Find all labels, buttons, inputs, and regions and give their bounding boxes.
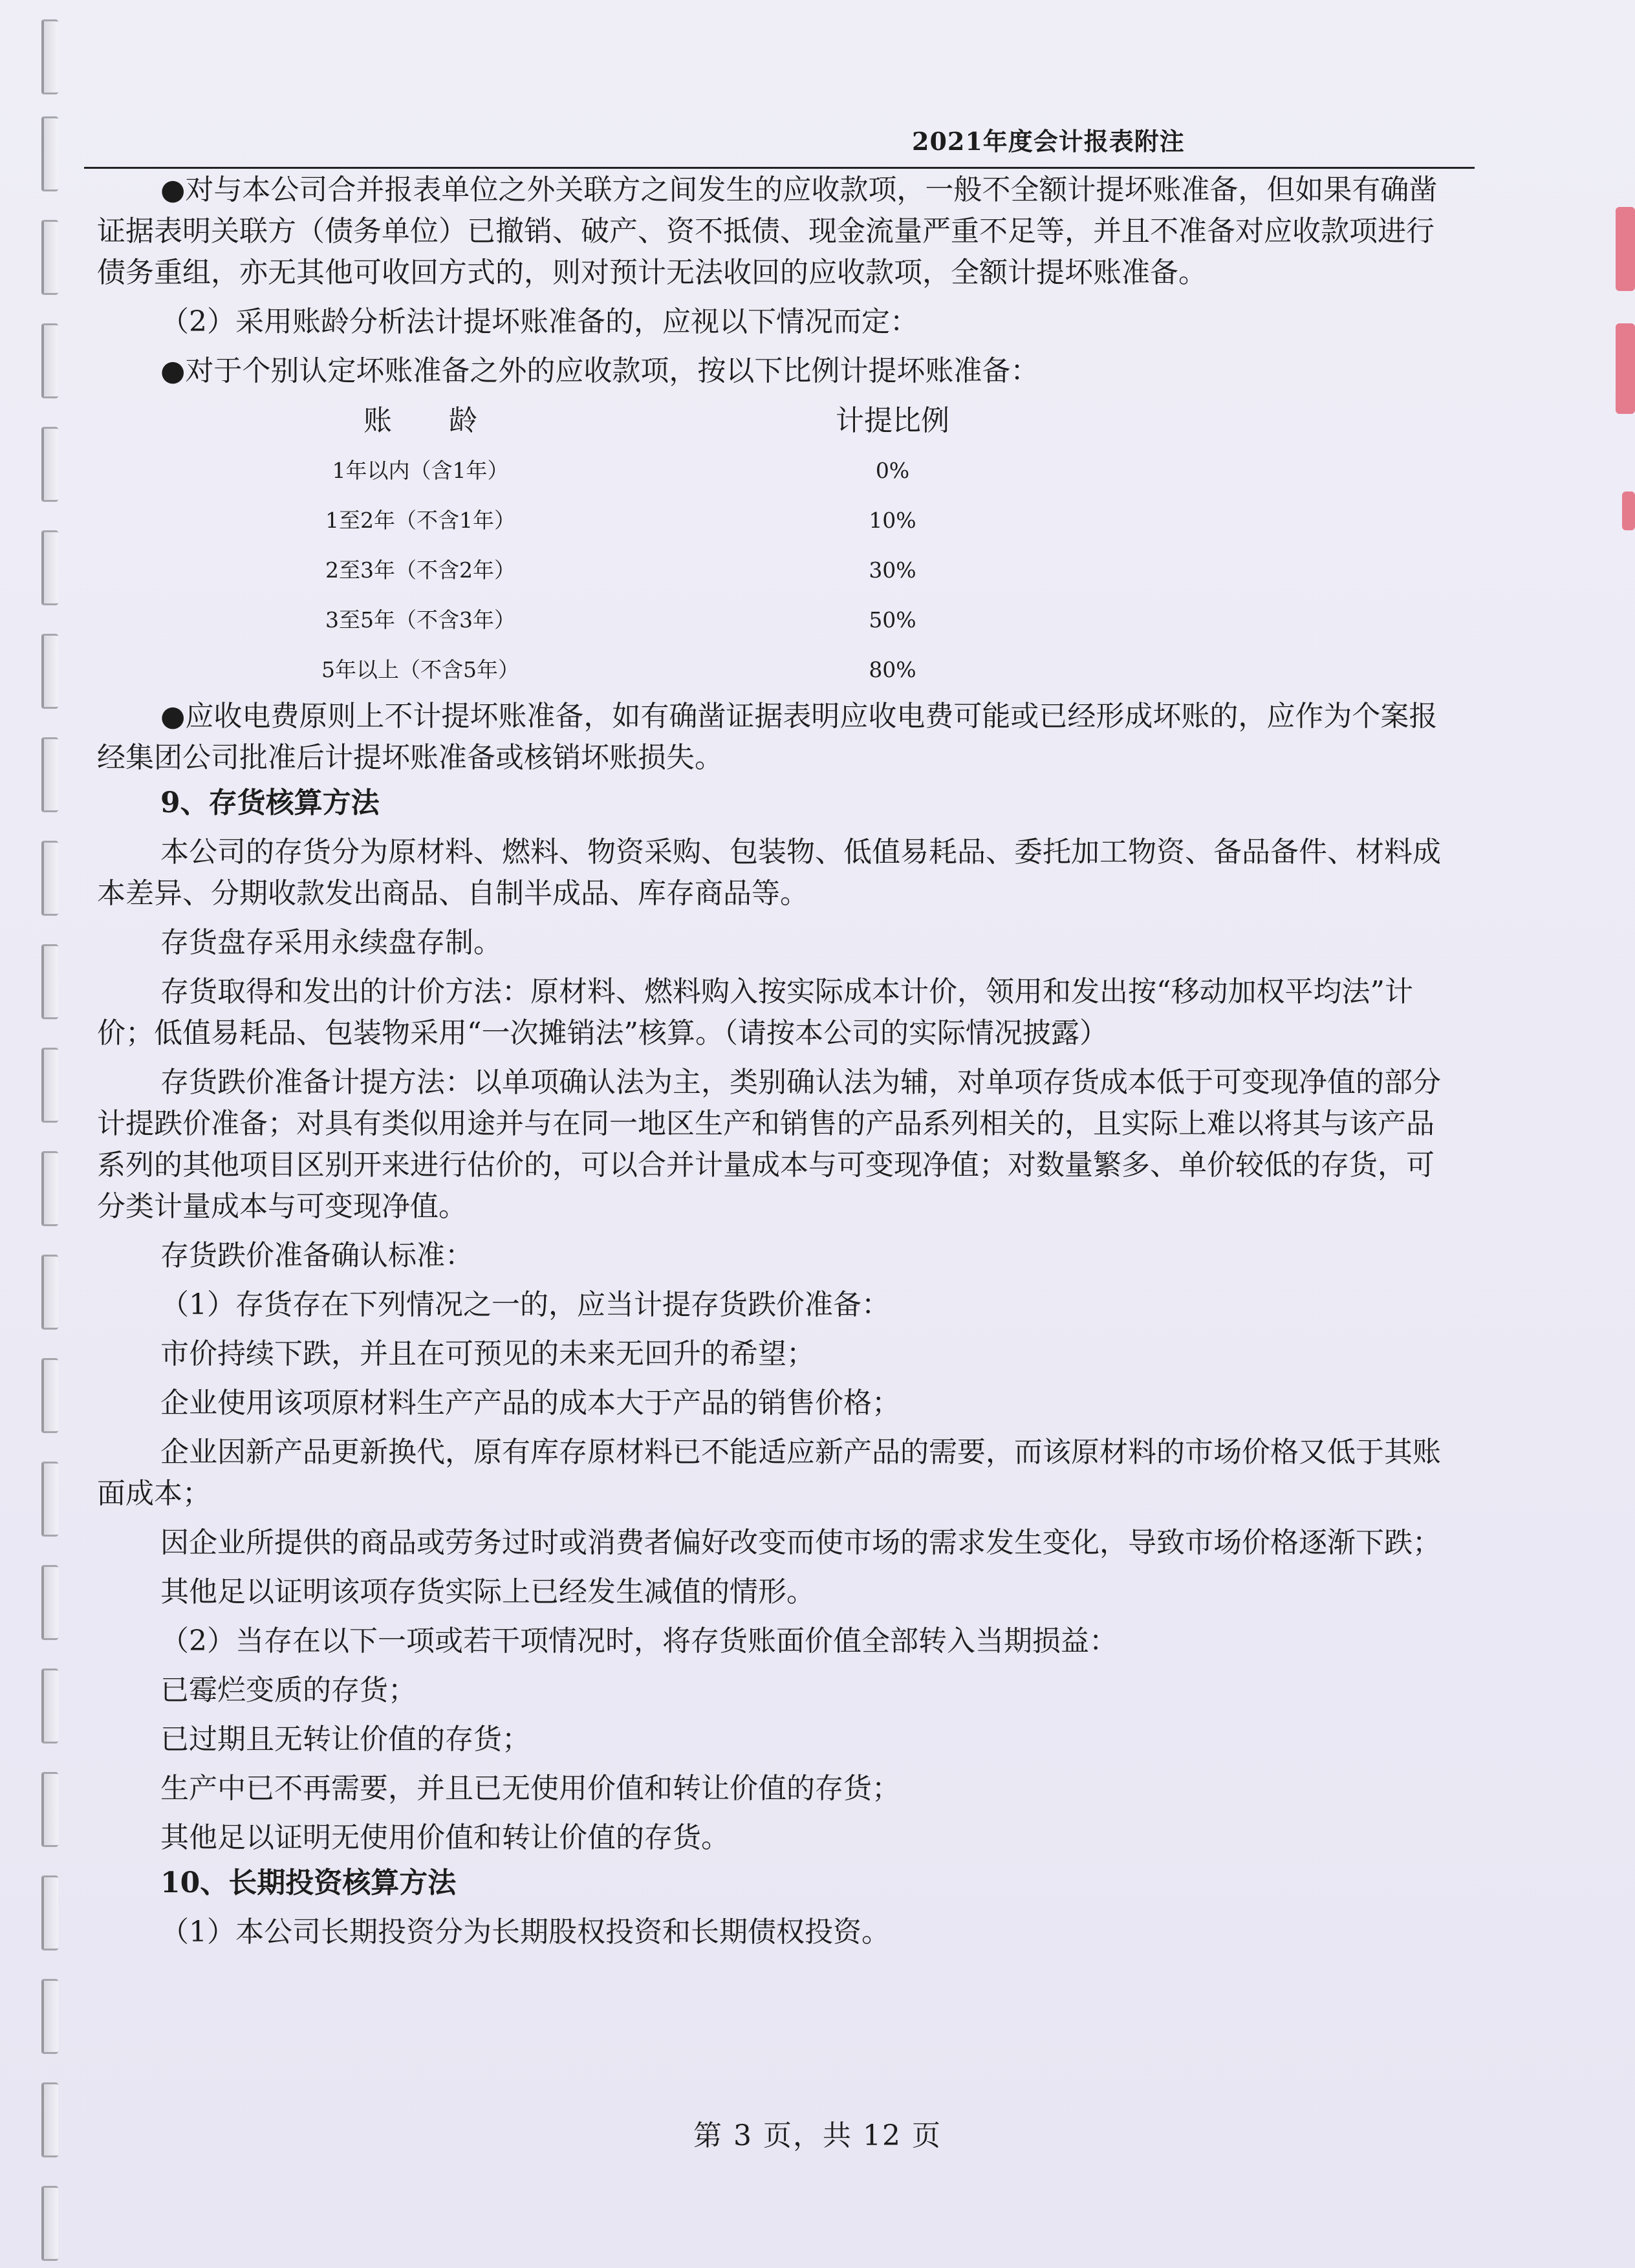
- paragraph: ●应收电费原则上不计提坏账准备，如有确凿证据表明应收电费可能或已经形成坏账的，应作为个案报经集团公司批准后计提坏账准备或核销坏账损失。: [97, 700, 1438, 774]
- table-header-row: [97, 396, 1455, 446]
- paragraph: 已过期且无转让价值的存货；: [160, 1723, 530, 1756]
- binding-hole: [41, 427, 58, 502]
- red-stamp-fragment: [1616, 207, 1635, 291]
- table-cell-rate: 50%: [869, 607, 916, 632]
- table-cell-rate: 0%: [875, 457, 910, 483]
- binding-hole: [41, 19, 58, 94]
- paragraph: （2）当存在以下一项或若干项情况时，将存货账面价值全部转入当期损益：: [160, 1625, 1118, 1658]
- table-cell-rate: 10%: [869, 507, 916, 533]
- paragraph: 本公司的存货分为原材料、燃料、物资采购、包装物、低值易耗品、委托加工物资、备品备件、材料成本差异、分期收款发出商品、自制半成品、库存商品等。: [97, 836, 1441, 910]
- paragraph: 存货取得和发出的计价方法：原材料、燃料购入按实际成本计价，领用和发出按“移动加权平均法”计价；低值易耗品、包装物采用“一次摊销法”核算。（请按本公司的实际情况披露）: [97, 975, 1413, 1050]
- red-stamp-fragment: [1616, 323, 1635, 414]
- paragraph: （2）采用账龄分析法计提坏账准备的，应视以下情况而定：: [160, 305, 918, 338]
- binding-hole: [41, 1669, 58, 1744]
- table-cell-rate: 30%: [869, 557, 916, 583]
- binding-hole: [41, 1358, 58, 1433]
- table-cell-age: 1年以内（含1年）: [332, 457, 509, 483]
- page-footer: 第 3 页，共 12 页: [693, 2119, 942, 2152]
- table-cell-age: 5年以上（不含5年）: [321, 656, 519, 682]
- table-header-rate: 计提比例: [836, 404, 949, 437]
- header-rule: [84, 167, 1475, 169]
- binding-hole: [41, 1875, 58, 1950]
- binding-hole: [41, 220, 58, 295]
- binding-hole: [41, 944, 58, 1019]
- binding-hole: [41, 841, 58, 916]
- binding-hole: [41, 1462, 58, 1537]
- binding-hole: [41, 530, 58, 605]
- body-content: [97, 169, 1455, 1953]
- table-header-age: 账 龄: [363, 404, 477, 437]
- binding-hole: [41, 1979, 58, 2054]
- table-row: [97, 645, 1455, 695]
- paragraph: 其他足以证明无使用价值和转让价值的存货。: [160, 1821, 730, 1854]
- table-cell-age: 3至5年（不含3年）: [325, 607, 515, 632]
- paragraph: ●对于个别认定坏账准备之外的应收款项，按以下比例计提坏账准备：: [160, 354, 1039, 387]
- binding-hole: [41, 323, 58, 398]
- table-cell-age: 2至3年（不含2年）: [325, 557, 515, 583]
- page-header-title: 2021年度会计报表附注: [912, 127, 1185, 156]
- binding-hole: [41, 1255, 58, 1330]
- binding-hole: [41, 2186, 58, 2261]
- paragraph: 已霉烂变质的存货；: [160, 1674, 417, 1707]
- binding-hole: [41, 737, 58, 812]
- table-cell-age: 1至2年（不含1年）: [325, 507, 515, 533]
- paragraph: 存货盘存采用永续盘存制。: [160, 926, 502, 959]
- paragraph: 市价持续下跌，并且在可预见的未来无回升的希望；: [160, 1337, 815, 1370]
- table-row: [97, 545, 1455, 595]
- paragraph: 生产中已不再需要，并且已无使用价值和转让价值的存货；: [160, 1772, 900, 1805]
- binding-hole: [41, 116, 58, 191]
- paragraph: （1）本公司长期投资分为长期股权投资和长期债权投资。: [160, 1916, 890, 1949]
- red-stamp-fragment: [1622, 491, 1635, 530]
- binding-hole: [41, 634, 58, 709]
- binding-hole: [41, 1048, 58, 1123]
- paragraph: 存货跌价准备确认标准：: [160, 1239, 473, 1272]
- table-row: [97, 495, 1455, 545]
- section-heading-10: 10、长期投资核算方法: [160, 1866, 457, 1899]
- paragraph: 因企业所提供的商品或劳务过时或消费者偏好改变而使市场的需求发生变化，导致市场价格逐渐下跌；: [160, 1526, 1441, 1559]
- table-row: [97, 446, 1455, 495]
- binding-hole: [41, 1772, 58, 1847]
- paragraph: 存货跌价准备计提方法：以单项确认法为主，类别确认法为辅，对单项存货成本低于可变现净值的部分计提跌价准备；对具有类似用途并与在同一地区生产和销售的产品系列相关的，且实际上难以将其与该产品系列的其他项目区别开来进行估价的，可以合并计量成本与可变现净值；对数量繁多、单价较低的存货，可分类计量成本与可变现净值。: [97, 1066, 1441, 1223]
- paragraph: 企业使用该项原材料生产产品的成本大于产品的销售价格；: [160, 1387, 900, 1420]
- binding-hole: [41, 1565, 58, 1640]
- paragraph: （1）存货存在下列情况之一的，应当计提存货跌价准备：: [160, 1288, 890, 1321]
- binding-hole: [41, 1151, 58, 1226]
- section-heading-9: 9、存货核算方法: [160, 786, 380, 819]
- table-cell-rate: 80%: [869, 656, 916, 682]
- aging-table: [97, 396, 1455, 695]
- paragraph: ●对与本公司合并报表单位之外关联方之间发生的应收款项，一般不全额计提坏账准备，但如果有确凿证据表明关联方（债务单位）已撤销、破产、资不抵债、现金流量严重不足等，并且不准备对应收款项进行债务重组，亦无其他可收回方式的，则对预计无法收回的应收款项，全额计提坏账准备。: [97, 173, 1438, 289]
- table-row: [97, 595, 1455, 645]
- paragraph: 企业因新产品更新换代，原有库存原材料已不能适应新产品的需要，而该原材料的市场价格又低于其账面成本；: [97, 1436, 1441, 1510]
- paragraph: 其他足以证明该项存货实际上已经发生减值的情形。: [160, 1575, 815, 1608]
